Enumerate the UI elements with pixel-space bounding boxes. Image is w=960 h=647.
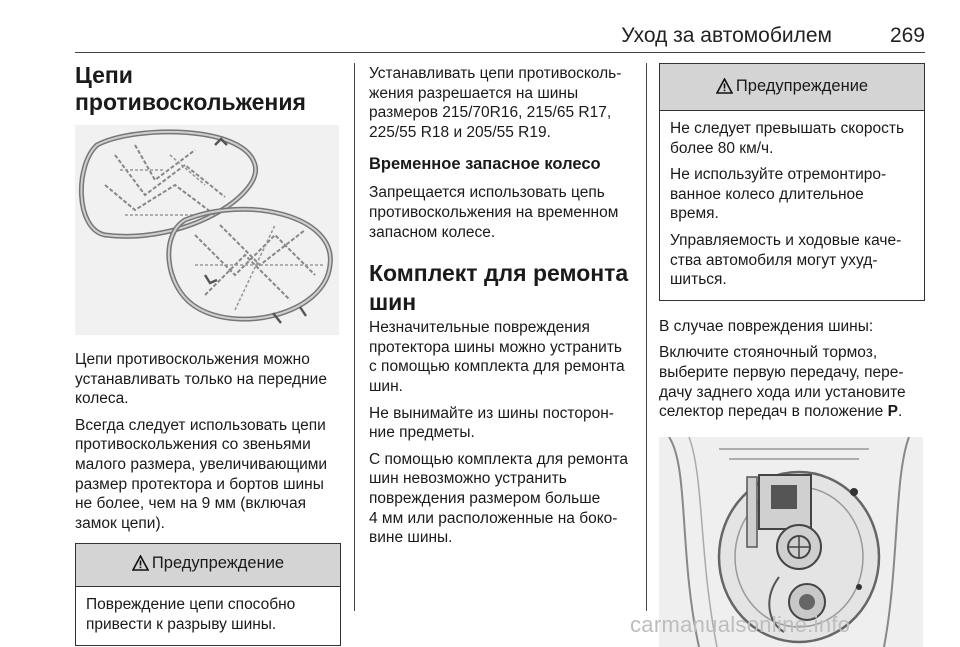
page-number: 269 — [889, 24, 925, 47]
page-header — [75, 0, 925, 53]
paragraph-foreign-objects — [369, 404, 635, 443]
warning-title: Предупреждение — [151, 554, 285, 573]
text-line: ства автомобиля могут ухуд- — [670, 251, 878, 269]
text-line: жения разрешается на шины — [369, 84, 579, 102]
paragraph-1 — [75, 350, 341, 409]
text-line: Не используйте отремонтиро- — [670, 166, 887, 184]
text-line — [659, 402, 925, 422]
warning-body — [660, 111, 924, 300]
text-line: более 80 км/ч. — [670, 139, 774, 157]
text-line: Всегда следует использовать цепи — [75, 416, 326, 434]
paragraph-2 — [75, 416, 341, 534]
text-line: замок цепи). — [75, 514, 165, 532]
warning-paragraph — [670, 224, 914, 290]
text-line: Управляемость и ходовые каче- — [670, 231, 902, 249]
text-line: противоскольжения на временном — [369, 203, 619, 221]
text-line: Не вынимайте из шины посторон- — [369, 404, 614, 422]
text-line: устанавливать только на передние — [75, 370, 327, 388]
middle-column — [369, 64, 635, 548]
paragraph-instructions — [659, 343, 925, 421]
text-line: время. — [670, 205, 719, 223]
text-line: противоскольжения со звеньями — [75, 436, 311, 454]
text-line: Цепи противоскольжения можно — [75, 351, 310, 368]
text-line: колеса. — [75, 390, 129, 408]
text-line: шиться. — [670, 271, 727, 289]
warning-paragraph — [670, 111, 914, 158]
text-line: размеров 215/70R16, 215/65 R17, — [369, 104, 612, 122]
heading-line: шин — [369, 289, 417, 316]
text-line: вине шины. — [369, 529, 453, 547]
warning-title: Предупреждение — [735, 77, 869, 95]
text-line: запасном колесе. — [369, 223, 496, 241]
text-line: Незначительные повреждения — [369, 319, 590, 337]
warning-triangle-icon — [716, 78, 733, 99]
section-heading: Цепи противоскольжения — [75, 62, 306, 115]
warning-box-speed — [659, 63, 925, 301]
text-fragment: селектор передач в положение — [659, 403, 888, 421]
text-line: Не следует превышать скорость — [670, 120, 905, 137]
text-line: 225/55 R18 и 205/55 R19. — [369, 123, 551, 141]
warning-paragraph — [670, 158, 914, 224]
text-fragment: . — [897, 403, 903, 421]
text-line: Запрещается использовать цепь — [369, 184, 605, 202]
snow-chain-figure — [75, 125, 339, 335]
warning-header — [76, 544, 340, 587]
paragraph-limitations — [369, 450, 635, 548]
text-line: шин невозможно устранить — [369, 470, 567, 488]
text-line: повреждения размером больше — [369, 489, 601, 507]
header-title: Уход за автомобилем — [621, 24, 832, 47]
text-line: привести к разрыву шины. — [86, 615, 277, 633]
text-line: 4 мм или расположенные на боко- — [369, 509, 618, 527]
spare-wheel-heading: Временное запасное колесо — [369, 155, 601, 174]
paragraph-repair-kit — [369, 318, 635, 396]
watermark: carmanualsonline.info — [630, 612, 851, 637]
text-line: размер протектора и бортов шины — [75, 475, 324, 493]
snow-chain-illustration — [75, 125, 339, 335]
text-line: ванное колесо длительное — [670, 185, 864, 203]
warning-header — [660, 64, 924, 111]
paragraph-tire-damage: В случае повреждения шины: — [659, 317, 874, 335]
text-line: шин. — [369, 377, 403, 395]
gear-position-p: P — [887, 403, 898, 421]
heading-line: Комплект для ремонта — [369, 260, 629, 287]
column-divider-right — [646, 63, 647, 611]
right-column — [659, 63, 925, 647]
warning-body — [76, 587, 340, 644]
warning-box-chain — [75, 543, 341, 645]
text-line: Включите стояночный тормоз, — [659, 344, 878, 362]
text-line: дачу заднего хода или установите — [659, 383, 906, 401]
text-line: выберите первую передачу, пере- — [659, 363, 904, 381]
paragraph-tire-sizes — [369, 64, 635, 142]
text-line: ние предметы. — [369, 424, 475, 442]
header-rule — [75, 52, 925, 53]
paragraph-spare-wheel — [369, 183, 635, 242]
text-line: не более, чем на 9 мм (включая — [75, 495, 307, 513]
text-line: Повреждение цепи способно — [86, 596, 296, 614]
text-line: малого размера, увеличивающими — [75, 455, 328, 473]
column-divider-left — [354, 63, 355, 611]
text-line: протектора шины можно устранить — [369, 338, 623, 356]
text-line: с помощью комплекта для ремонта — [369, 358, 625, 376]
left-column — [75, 62, 341, 646]
warning-triangle-icon — [132, 555, 149, 576]
text-line: С помощью комплекта для ремонта — [369, 450, 629, 468]
text-line: Устанавливать цепи противосколь- — [369, 65, 622, 82]
repair-kit-heading — [369, 259, 635, 317]
